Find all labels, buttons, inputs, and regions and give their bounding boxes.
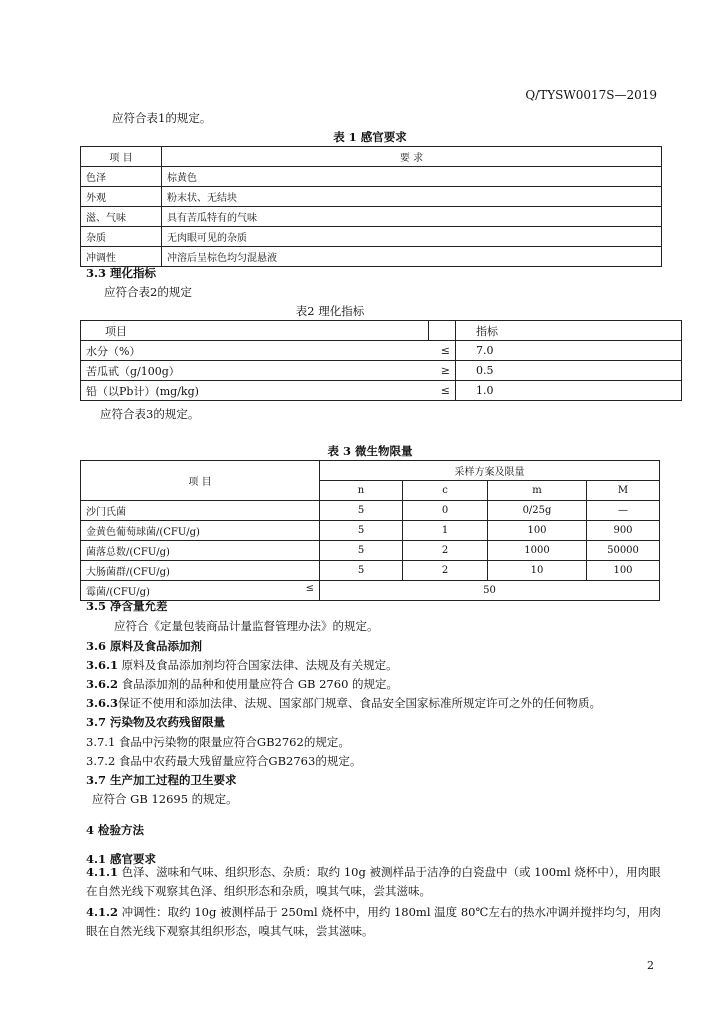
table-cell: 菌落总数/(CFU/g) — [81, 541, 320, 561]
table-row — [81, 361, 682, 381]
table-row — [81, 541, 660, 561]
section-3-6-3 — [86, 695, 601, 711]
table2-physicochemical — [80, 320, 682, 401]
table-cell: 5 — [320, 561, 403, 581]
table-cell: ≤ — [429, 341, 456, 361]
table-cell: 滋、气味 — [81, 207, 162, 227]
table-cell: 5 — [320, 501, 403, 521]
table-cell: 铅（以Pb计）(mg/kg) — [81, 381, 429, 401]
table-header-row — [81, 321, 682, 341]
table-cell: 0/25g — [488, 501, 587, 521]
section-3-3-heading: 3.3 理化指标 — [86, 266, 157, 280]
table-header-row — [81, 461, 660, 481]
table-row — [81, 207, 662, 227]
section-3-3-text: 应符合表2的规定 — [104, 285, 192, 299]
table-header-cell: 项 目 — [81, 147, 162, 167]
item-text: 食品添加剂的品种和使用量应符合 GB 2760 的规定。 — [121, 677, 399, 691]
section-3-7-heading: 3.7 污染物及农药残留限量 — [86, 715, 226, 729]
section-4-1-heading: 4.1 感官要求 — [86, 852, 157, 866]
table-header-cell — [429, 321, 456, 341]
section-3-6-heading: 3.6 原料及食品添加剂 — [86, 639, 203, 653]
table-header-cell: 采样方案及限量 — [320, 461, 660, 481]
table-row — [81, 501, 660, 521]
table-header-cell: 项 目 — [81, 461, 320, 501]
table-header-cell: c — [403, 481, 488, 501]
section-3-7b-text: 应符合 GB 12695 的规定。 — [92, 792, 238, 806]
table-cell: ≤ — [429, 381, 456, 401]
table-cell: 0.5 — [456, 361, 682, 381]
section-3-6-1 — [86, 657, 398, 673]
table-cell: ≥ — [429, 361, 456, 381]
table3-microbial — [80, 460, 660, 601]
item-text: 原料及食品添加剂均符合国家法律、法规及有关规定。 — [121, 658, 398, 672]
table-row — [81, 521, 660, 541]
table-cell: 7.0 — [456, 341, 682, 361]
section-4-heading: 4 检验方法 — [86, 823, 145, 837]
table-cell: 1000 — [488, 541, 587, 561]
table-cell: 5 — [320, 541, 403, 561]
table-cell: 无肉眼可见的杂质 — [162, 227, 662, 247]
table-cell: 水分（%） — [81, 341, 429, 361]
item-number: 4.1.1 — [86, 865, 119, 879]
section-3-5-heading: 3.5 净含量允差 — [86, 599, 168, 613]
table-cell: 1 — [403, 521, 488, 541]
table-cell: 900 — [587, 521, 660, 541]
table-row — [81, 561, 660, 581]
table-header-cell: M — [587, 481, 660, 501]
table-cell: 杂质 — [81, 227, 162, 247]
table-row — [81, 167, 662, 187]
mold-label: 霉菌/(CFU/g) — [86, 587, 150, 598]
section-3-7-2: 3.7.2 食品中农药最大残留量应符合GB2763的规定。 — [86, 754, 362, 768]
table-cell: 冲调性 — [81, 247, 162, 267]
table3-caption: 表 3 微生物限量 — [327, 444, 413, 458]
table-header-cell: 要 求 — [162, 147, 662, 167]
table-cell: 2 — [403, 561, 488, 581]
table-row — [81, 227, 662, 247]
item-text: 冲调性：取约 10g 被测样品于 250ml 烧杯中，用约 180ml 温度 80℃左右的热水冲调并搅拌均匀，用肉眼在自然光线下观察其组织形态，嗅其气味，尝其滋味。 — [86, 905, 661, 938]
item-text: 色泽、滋味和气味、组织形态、杂质：取约 10g 被测样品于洁净的白瓷盘中（或 100ml 烧杯中），用肉眼在自然光线下观察其色泽、组织形态和杂质，嗅其气味，尝其滋味。 — [86, 865, 661, 898]
table-header-cell: m — [488, 481, 587, 501]
section-3-7b-heading: 3.7 生产加工过程的卫生要求 — [86, 773, 237, 787]
section-4-1-1 — [86, 863, 664, 901]
table1-intro: 应符合表1的规定。 — [112, 111, 212, 125]
table-row — [81, 187, 662, 207]
table-cell: 色泽 — [81, 167, 162, 187]
table-cell: — — [587, 501, 660, 521]
section-3-6-2 — [86, 676, 398, 692]
table-cell: 金黄色葡萄球菌/(CFU/g) — [81, 521, 320, 541]
table-cell: 大肠菌群/(CFU/g) — [81, 561, 320, 581]
table3-intro: 应符合表3的规定。 — [100, 407, 200, 421]
table-cell: 50 — [320, 581, 660, 601]
table-cell: 沙门氏菌 — [81, 501, 320, 521]
table-cell: 50000 — [587, 541, 660, 561]
table-header-cell: 指标 — [456, 321, 682, 341]
mold-sign: ≤ — [305, 583, 314, 594]
table-header-cell: n — [320, 481, 403, 501]
table-cell: 粉末状、无结块 — [162, 187, 662, 207]
table-header-row — [81, 147, 662, 167]
table-cell: 冲溶后呈棕色均匀混悬液 — [162, 247, 662, 267]
item-number: 3.6.1 — [86, 658, 119, 672]
table2-caption: 表2 理化指标 — [295, 304, 365, 318]
page-number: 2 — [647, 959, 654, 972]
table1-caption: 表 1 感官要求 — [333, 130, 407, 144]
table-cell: 100 — [587, 561, 660, 581]
table-header-cell: 项目 — [81, 321, 429, 341]
item-number: 3.6.2 — [86, 677, 119, 691]
table-cell: 棕黄色 — [162, 167, 662, 187]
item-text: 保证不使用和添加法律、法规、国家部门规章、食品安全国家标准所规定许可之外的任何物质。 — [118, 696, 602, 710]
table-cell: 10 — [488, 561, 587, 581]
table-cell: 2 — [403, 541, 488, 561]
table1-sensory — [80, 146, 662, 267]
section-3-7-1: 3.7.1 食品中污染物的限量应符合GB2762的规定。 — [86, 735, 350, 749]
table-row — [81, 247, 662, 267]
table-cell: 苦瓜甙（g/100g） — [81, 361, 429, 381]
section-3-5-text: 应符合《定量包装商品计量监督管理办法》的规定。 — [114, 619, 379, 633]
table-cell: 0 — [403, 501, 488, 521]
item-number: 3.6.3 — [86, 696, 119, 710]
document-code: Q/TYSW0017S—2019 — [525, 88, 657, 102]
table-row — [81, 341, 682, 361]
table-cell: 外观 — [81, 187, 162, 207]
item-number: 4.1.2 — [86, 905, 119, 919]
table-cell: 5 — [320, 521, 403, 541]
table-cell: 1.0 — [456, 381, 682, 401]
table-cell: 100 — [488, 521, 587, 541]
table-cell: 具有苦瓜特有的气味 — [162, 207, 662, 227]
table-row — [81, 381, 682, 401]
section-4-1-2 — [86, 903, 664, 941]
